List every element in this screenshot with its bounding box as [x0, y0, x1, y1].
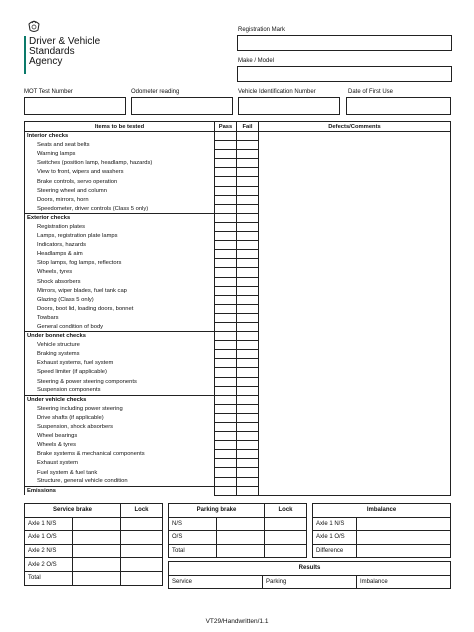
service-brake-row-label: Total: [25, 571, 73, 585]
fail-cell[interactable]: [237, 368, 259, 377]
fail-cell[interactable]: [237, 313, 259, 322]
defects-cell[interactable]: [259, 413, 451, 422]
fail-cell[interactable]: [237, 241, 259, 250]
pass-cell[interactable]: [215, 277, 237, 286]
odometer-field[interactable]: [131, 97, 233, 115]
agency-line: Agency: [29, 56, 63, 67]
registration-field[interactable]: [237, 35, 452, 51]
defects-cell[interactable]: [259, 423, 451, 432]
fail-cell[interactable]: [237, 350, 259, 359]
check-item-label: Indicators, hazards: [25, 241, 215, 250]
fail-cell[interactable]: [237, 477, 259, 486]
check-item-label: Speedometer, driver controls (Class 5 only): [25, 204, 215, 213]
check-item-label: Towbars: [25, 313, 215, 322]
first-use-label: Date of First Use: [348, 89, 394, 95]
check-item-label: View to front, wipers and washers: [25, 168, 215, 177]
check-row: [25, 413, 451, 422]
defects-cell[interactable]: [259, 286, 451, 295]
fail-cell[interactable]: [237, 277, 259, 286]
parking-brake-lock-header: Lock: [265, 504, 307, 518]
mot-number-field[interactable]: [24, 97, 126, 115]
service-brake-lock-cell[interactable]: [121, 517, 163, 531]
fail-cell[interactable]: [237, 195, 259, 204]
fail-cell[interactable]: [237, 259, 259, 268]
section-title: Interior checks: [25, 132, 215, 141]
check-row: [25, 341, 451, 350]
imbalance-row-label: Axle 1 O/S: [313, 531, 357, 545]
defects-cell[interactable]: [259, 441, 451, 450]
pass-cell[interactable]: [215, 322, 237, 331]
check-row: [25, 459, 451, 468]
service-brake-row-label: Axle 2 O/S: [25, 558, 73, 572]
section-title: Emissions: [25, 486, 215, 495]
pass-cell[interactable]: [215, 286, 237, 295]
check-row: [25, 423, 451, 432]
check-row: [25, 322, 451, 331]
defects-cell[interactable]: [259, 222, 451, 231]
section-row: [25, 332, 451, 341]
defects-cell[interactable]: [259, 341, 451, 350]
pass-cell[interactable]: [215, 213, 237, 222]
defects-cell[interactable]: [259, 350, 451, 359]
imbalance-row-label: Axle 1 N/S: [313, 517, 357, 531]
service-brake-lock-cell[interactable]: [121, 531, 163, 545]
pass-header: Pass: [215, 122, 237, 132]
service-brake-cell[interactable]: [73, 558, 121, 572]
imbalance-title: Imbalance: [313, 504, 451, 518]
defects-cell[interactable]: [259, 368, 451, 377]
pass-cell[interactable]: [215, 368, 237, 377]
check-row: [25, 195, 451, 204]
check-item-label: Wheels & tyres: [25, 441, 215, 450]
section-row: [25, 132, 451, 141]
fail-cell[interactable]: [237, 423, 259, 432]
agency-accent-bar: [24, 36, 26, 74]
defects-cell[interactable]: [259, 204, 451, 213]
check-item-label: Glazing (Class 5 only): [25, 295, 215, 304]
check-row: [25, 177, 451, 186]
pass-cell[interactable]: [215, 150, 237, 159]
check-item-label: Steering wheel and column: [25, 186, 215, 195]
imbalance-table: [312, 503, 451, 558]
results-service-cell[interactable]: Service: [169, 575, 263, 589]
imbalance-row-label: Difference: [313, 544, 357, 558]
section-title: Under vehicle checks: [25, 395, 215, 404]
check-row: [25, 359, 451, 368]
check-item-label: General condition of body: [25, 322, 215, 331]
pass-cell[interactable]: [215, 413, 237, 422]
check-row: [25, 141, 451, 150]
check-item-label: Steering including power steering: [25, 404, 215, 413]
pass-cell[interactable]: [215, 177, 237, 186]
service-brake-cell[interactable]: [73, 517, 121, 531]
imbalance-cell[interactable]: [357, 544, 451, 558]
defects-cell[interactable]: [259, 259, 451, 268]
pass-cell[interactable]: [215, 404, 237, 413]
defects-cell[interactable]: [259, 332, 451, 341]
fail-cell[interactable]: [237, 377, 259, 386]
defects-cell[interactable]: [259, 186, 451, 195]
check-item-label: Stop lamps, fog lamps, reflectors: [25, 259, 215, 268]
service-brake-lock-cell[interactable]: [121, 544, 163, 558]
defects-cell[interactable]: [259, 150, 451, 159]
parking-brake-row-label: N/S: [169, 517, 217, 531]
make-model-label: Make / Model: [238, 58, 275, 64]
check-item-label: Mirrors, wiper blades, fuel tank cap: [25, 286, 215, 295]
pass-cell[interactable]: [215, 186, 237, 195]
check-row: [25, 295, 451, 304]
pass-cell[interactable]: [215, 295, 237, 304]
fail-cell[interactable]: [237, 232, 259, 241]
fail-cell[interactable]: [237, 222, 259, 231]
check-item-label: Switches (position lamp, headlamp, hazards): [25, 159, 215, 168]
defects-cell[interactable]: [259, 213, 451, 222]
check-item-label: Exhaust system: [25, 459, 215, 468]
pass-cell[interactable]: [215, 459, 237, 468]
pass-cell[interactable]: [215, 268, 237, 277]
defects-cell[interactable]: [259, 313, 451, 322]
fail-cell[interactable]: [237, 168, 259, 177]
check-item-label: Fuel system & fuel tank: [25, 468, 215, 477]
parking-brake-table: [168, 503, 307, 558]
defects-cell[interactable]: [259, 304, 451, 313]
defects-cell[interactable]: [259, 195, 451, 204]
service-brake-table: [24, 503, 163, 586]
fail-cell[interactable]: [237, 459, 259, 468]
fail-cell[interactable]: [237, 304, 259, 313]
first-use-field[interactable]: [346, 97, 451, 115]
fail-cell[interactable]: [237, 432, 259, 441]
pass-cell[interactable]: [215, 141, 237, 150]
defects-cell[interactable]: [259, 432, 451, 441]
pass-cell[interactable]: [215, 477, 237, 486]
pass-cell[interactable]: [215, 432, 237, 441]
defects-cell[interactable]: [259, 477, 451, 486]
pass-cell[interactable]: [215, 450, 237, 459]
check-item-label: Doors, mirrors, horn: [25, 195, 215, 204]
fail-cell[interactable]: [237, 132, 259, 141]
section-row: [25, 213, 451, 222]
make-model-field[interactable]: [237, 66, 452, 82]
pass-cell[interactable]: [215, 395, 237, 404]
agency-line: Standards: [29, 46, 75, 57]
imbalance-cell[interactable]: [357, 531, 451, 545]
defects-cell[interactable]: [259, 295, 451, 304]
fail-cell[interactable]: [237, 250, 259, 259]
fail-cell[interactable]: [237, 441, 259, 450]
check-item-label: Shock absorbers: [25, 277, 215, 286]
fail-cell[interactable]: [237, 332, 259, 341]
check-row: [25, 168, 451, 177]
check-row: [25, 222, 451, 231]
check-row: [25, 386, 451, 395]
service-brake-title: Service brake: [25, 504, 121, 518]
service-brake-lock-header: Lock: [121, 504, 163, 518]
check-row: [25, 159, 451, 168]
results-parking-cell[interactable]: Parking: [263, 575, 357, 589]
check-item-label: Suspension components: [25, 386, 215, 395]
defects-cell[interactable]: [259, 141, 451, 150]
pass-cell[interactable]: [215, 195, 237, 204]
registration-label: Registration Mark: [238, 27, 286, 33]
agency-line: Driver & Vehicle: [29, 36, 101, 47]
pass-cell[interactable]: [215, 250, 237, 259]
fail-cell[interactable]: [237, 404, 259, 413]
pass-cell[interactable]: [215, 259, 237, 268]
check-row: [25, 441, 451, 450]
pass-cell[interactable]: [215, 423, 237, 432]
pass-cell[interactable]: [215, 168, 237, 177]
defects-cell[interactable]: [259, 450, 451, 459]
check-row: [25, 377, 451, 386]
checks-table: [24, 121, 451, 496]
defects-cell[interactable]: [259, 177, 451, 186]
pass-cell[interactable]: [215, 386, 237, 395]
results-imbalance-cell[interactable]: Imbalance: [357, 575, 451, 589]
check-item-label: Drive shafts (if applicable): [25, 413, 215, 422]
check-item-label: Structure, general vehicle condition: [25, 477, 215, 486]
defects-cell[interactable]: [259, 277, 451, 286]
check-row: [25, 450, 451, 459]
check-row: [25, 186, 451, 195]
check-item-label: Steering & power steering components: [25, 377, 215, 386]
parking-brake-lock-cell[interactable]: [265, 517, 307, 531]
defects-cell[interactable]: [259, 132, 451, 141]
check-item-label: Headlamps & aim: [25, 250, 215, 259]
check-item-label: Vehicle structure: [25, 341, 215, 350]
defects-cell[interactable]: [259, 159, 451, 168]
service-brake-cell[interactable]: [73, 571, 121, 585]
service-brake-row-label: Axle 1 O/S: [25, 531, 73, 545]
check-row: [25, 432, 451, 441]
defects-cell[interactable]: [259, 468, 451, 477]
check-row: [25, 150, 451, 159]
fail-cell[interactable]: [237, 213, 259, 222]
parking-brake-lock-cell[interactable]: [265, 544, 307, 558]
check-row: [25, 232, 451, 241]
items-header: Items to be tested: [25, 122, 215, 132]
fail-cell[interactable]: [237, 177, 259, 186]
check-item-label: Suspension, shock absorbers: [25, 423, 215, 432]
pass-cell[interactable]: [215, 468, 237, 477]
fail-cell[interactable]: [237, 204, 259, 213]
defects-cell[interactable]: [259, 241, 451, 250]
defects-cell[interactable]: [259, 386, 451, 395]
defects-cell[interactable]: [259, 359, 451, 368]
check-item-label: Braking systems: [25, 350, 215, 359]
parking-brake-title: Parking brake: [169, 504, 265, 518]
fail-cell[interactable]: [237, 395, 259, 404]
check-item-label: Doors, boot lid, loading doors, bonnet: [25, 304, 215, 313]
odometer-label: Odometer reading: [131, 89, 180, 95]
defects-cell[interactable]: [259, 377, 451, 386]
fail-cell[interactable]: [237, 486, 259, 495]
check-item-label: Brake systems & mechanical components: [25, 450, 215, 459]
defects-cell[interactable]: [259, 486, 451, 495]
check-row: [25, 404, 451, 413]
defects-cell[interactable]: [259, 232, 451, 241]
check-item-label: Brake controls, servo operation: [25, 177, 215, 186]
check-item-label: Seats and seat belts: [25, 141, 215, 150]
service-brake-row-label: Axle 2 N/S: [25, 544, 73, 558]
service-brake-lock-cell[interactable]: [121, 571, 163, 585]
check-row: [25, 313, 451, 322]
parking-brake-cell[interactable]: [217, 544, 265, 558]
check-item-label: Exhaust systems, fuel system: [25, 359, 215, 368]
pass-cell[interactable]: [215, 204, 237, 213]
section-title: Under bonnet checks: [25, 332, 215, 341]
pass-cell[interactable]: [215, 332, 237, 341]
results-title: Results: [169, 562, 451, 576]
service-brake-lock-cell[interactable]: [121, 558, 163, 572]
parking-brake-row-label: O/S: [169, 531, 217, 545]
vin-field[interactable]: [238, 97, 340, 115]
pass-cell[interactable]: [215, 304, 237, 313]
fail-cell[interactable]: [237, 341, 259, 350]
check-row: [25, 286, 451, 295]
fail-cell[interactable]: [237, 450, 259, 459]
pass-cell[interactable]: [215, 441, 237, 450]
defects-header: Defects/Comments: [259, 122, 451, 132]
check-item-label: Warning lamps: [25, 150, 215, 159]
agency-name: [29, 37, 100, 67]
section-row: [25, 395, 451, 404]
check-item-label: Wheels, tyres: [25, 268, 215, 277]
defects-cell[interactable]: [259, 404, 451, 413]
vin-label: Vehicle Identification Number: [238, 89, 316, 95]
check-row: [25, 350, 451, 359]
check-row: [25, 277, 451, 286]
pass-cell[interactable]: [215, 241, 237, 250]
defects-cell[interactable]: [259, 168, 451, 177]
parking-brake-row-label: Total: [169, 544, 217, 558]
defects-cell[interactable]: [259, 268, 451, 277]
pass-cell[interactable]: [215, 222, 237, 231]
pass-cell[interactable]: [215, 377, 237, 386]
mot-number-label: MOT Test Number: [24, 89, 73, 95]
check-item-label: Registration plates: [25, 222, 215, 231]
form-reference: VT29/Handwritten/1.1: [205, 618, 269, 625]
pass-cell[interactable]: [215, 486, 237, 495]
parking-brake-lock-cell[interactable]: [265, 531, 307, 545]
check-row: [25, 204, 451, 213]
crest-logo-icon: [26, 18, 42, 34]
fail-cell[interactable]: [237, 359, 259, 368]
section-row: [25, 486, 451, 495]
fail-cell[interactable]: [237, 186, 259, 195]
fail-cell[interactable]: [237, 468, 259, 477]
fail-header: Fail: [237, 122, 259, 132]
check-item-label: Wheel bearings: [25, 432, 215, 441]
parking-brake-cell[interactable]: [217, 517, 265, 531]
pass-cell[interactable]: [215, 313, 237, 322]
imbalance-cell[interactable]: [357, 517, 451, 531]
check-row: [25, 477, 451, 486]
parking-brake-cell[interactable]: [217, 531, 265, 545]
defects-cell[interactable]: [259, 322, 451, 331]
pass-cell[interactable]: [215, 359, 237, 368]
fail-cell[interactable]: [237, 322, 259, 331]
check-row: [25, 259, 451, 268]
fail-cell[interactable]: [237, 268, 259, 277]
service-brake-row-label: Axle 1 N/S: [25, 517, 73, 531]
pass-cell[interactable]: [215, 232, 237, 241]
check-item-label: Speed limiter (if applicable): [25, 368, 215, 377]
section-title: Exterior checks: [25, 213, 215, 222]
defects-cell[interactable]: [259, 395, 451, 404]
results-table: [168, 561, 451, 589]
pass-cell[interactable]: [215, 341, 237, 350]
service-brake-cell[interactable]: [73, 544, 121, 558]
check-row: [25, 241, 451, 250]
check-row: [25, 368, 451, 377]
check-row: [25, 268, 451, 277]
fail-cell[interactable]: [237, 150, 259, 159]
defects-cell[interactable]: [259, 250, 451, 259]
check-row: [25, 250, 451, 259]
pass-cell[interactable]: [215, 350, 237, 359]
pass-cell[interactable]: [215, 159, 237, 168]
defects-cell[interactable]: [259, 459, 451, 468]
fail-cell[interactable]: [237, 159, 259, 168]
fail-cell[interactable]: [237, 286, 259, 295]
fail-cell[interactable]: [237, 295, 259, 304]
fail-cell[interactable]: [237, 386, 259, 395]
fail-cell[interactable]: [237, 141, 259, 150]
check-row: [25, 468, 451, 477]
fail-cell[interactable]: [237, 413, 259, 422]
check-item-label: Lamps, registration plate lamps: [25, 232, 215, 241]
service-brake-cell[interactable]: [73, 531, 121, 545]
pass-cell[interactable]: [215, 132, 237, 141]
check-row: [25, 304, 451, 313]
